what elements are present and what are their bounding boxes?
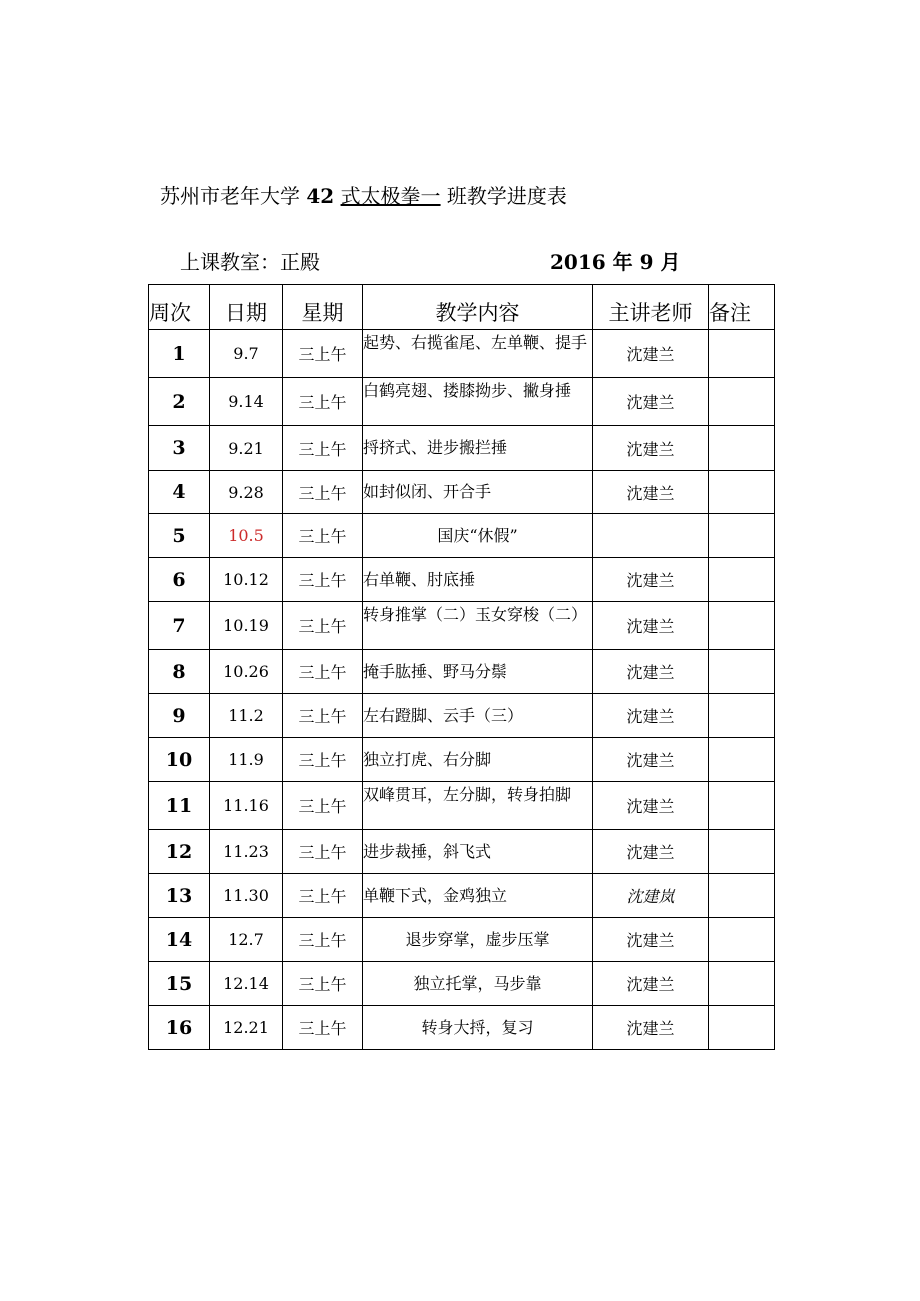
week-cell: 7 — [149, 602, 210, 650]
note-cell — [709, 738, 775, 782]
header-day: 星期 — [283, 285, 363, 330]
header-note: 备注 — [709, 285, 775, 330]
table-row — [149, 378, 775, 426]
note-cell — [709, 650, 775, 694]
table-row — [149, 738, 775, 782]
content-cell: 掩手肱捶、野马分鬃 — [363, 650, 593, 694]
teacher-cell: 沈建兰 — [593, 558, 709, 602]
teacher-cell: 沈建兰 — [593, 330, 709, 378]
content-cell: 退步穿掌，虚步压掌 — [363, 918, 593, 962]
week-cell: 13 — [149, 874, 210, 918]
teacher-cell: 沈建兰 — [593, 962, 709, 1006]
content-cell: 国庆“休假” — [363, 514, 593, 558]
note-cell — [709, 874, 775, 918]
content-cell: 捋挤式、进步搬拦捶 — [363, 426, 593, 471]
date-cell: 11.16 — [210, 782, 283, 830]
note-cell — [709, 471, 775, 514]
content-cell: 进步裁捶，斜飞式 — [363, 830, 593, 874]
header-date: 日期 — [210, 285, 283, 330]
note-cell — [709, 378, 775, 426]
content-cell: 右单鞭、肘底捶 — [363, 558, 593, 602]
day-cell: 三上午 — [283, 874, 363, 918]
day-cell: 三上午 — [283, 830, 363, 874]
content-cell: 白鹤亮翅、搂膝拗步、撇身捶 — [363, 378, 593, 426]
content-cell: 如封似闭、开合手 — [363, 471, 593, 514]
day-cell: 三上午 — [283, 782, 363, 830]
day-cell: 三上午 — [283, 471, 363, 514]
table-row — [149, 694, 775, 738]
document-title — [160, 180, 567, 209]
teacher-cell: 沈建兰 — [593, 471, 709, 514]
date-cell: 10.5 — [210, 514, 283, 558]
week-cell: 3 — [149, 426, 210, 471]
note-cell — [709, 962, 775, 1006]
week-cell: 9 — [149, 694, 210, 738]
content-cell: 转身推掌（二）玉女穿梭（二） — [363, 602, 593, 650]
day-cell: 三上午 — [283, 650, 363, 694]
date-cell: 10.19 — [210, 602, 283, 650]
content-cell: 单鞭下式，金鸡独立 — [363, 874, 593, 918]
teacher-cell: 沈建兰 — [593, 782, 709, 830]
week-cell: 16 — [149, 1006, 210, 1050]
week-cell: 11 — [149, 782, 210, 830]
teacher-cell: 沈建兰 — [593, 830, 709, 874]
date-cell: 9.14 — [210, 378, 283, 426]
teacher-cell: 沈建兰 — [593, 650, 709, 694]
week-cell: 12 — [149, 830, 210, 874]
teacher-cell: 沈建兰 — [593, 1006, 709, 1050]
table-row — [149, 558, 775, 602]
day-cell: 三上午 — [283, 558, 363, 602]
table-row — [149, 602, 775, 650]
date-cell: 11.2 — [210, 694, 283, 738]
header-teacher: 主讲老师 — [593, 285, 709, 330]
date-cell: 11.23 — [210, 830, 283, 874]
week-cell: 10 — [149, 738, 210, 782]
content-cell: 双峰贯耳，左分脚，转身拍脚 — [363, 782, 593, 830]
title-bold-number: 42 — [306, 184, 335, 208]
day-cell: 三上午 — [283, 514, 363, 558]
table-row — [149, 962, 775, 1006]
classroom-label: 上课教室：正殿 — [180, 250, 320, 274]
header-week: 周次 — [149, 285, 210, 330]
day-cell: 三上午 — [283, 694, 363, 738]
date-cell: 9.7 — [210, 330, 283, 378]
date-cell: 11.30 — [210, 874, 283, 918]
week-cell: 1 — [149, 330, 210, 378]
date-cell: 10.12 — [210, 558, 283, 602]
date-cell: 11.9 — [210, 738, 283, 782]
table-row — [149, 874, 775, 918]
header-content: 教学内容 — [363, 285, 593, 330]
table-header-row — [149, 285, 775, 330]
title-suffix: 班教学进度表 — [446, 184, 567, 208]
date-cell: 12.14 — [210, 962, 283, 1006]
teacher-cell: 沈建兰 — [593, 918, 709, 962]
teacher-cell: 沈建兰 — [593, 602, 709, 650]
table-row — [149, 1006, 775, 1050]
week-cell: 5 — [149, 514, 210, 558]
note-cell — [709, 558, 775, 602]
table-row — [149, 830, 775, 874]
title-underlined-part: 式太极拳一 — [340, 184, 441, 208]
week-cell: 4 — [149, 471, 210, 514]
teacher-cell: 沈建岚 — [593, 874, 709, 918]
table-row — [149, 782, 775, 830]
content-cell: 独立打虎、右分脚 — [363, 738, 593, 782]
note-cell — [709, 514, 775, 558]
day-cell: 三上午 — [283, 378, 363, 426]
table-row — [149, 650, 775, 694]
date-label: 2016 年 9 月 — [550, 250, 681, 274]
day-cell: 三上午 — [283, 330, 363, 378]
date-cell: 9.28 — [210, 471, 283, 514]
schedule-table — [148, 284, 775, 1050]
table-row — [149, 471, 775, 514]
note-cell — [709, 1006, 775, 1050]
teacher-cell: 沈建兰 — [593, 738, 709, 782]
week-cell: 14 — [149, 918, 210, 962]
note-cell — [709, 602, 775, 650]
note-cell — [709, 330, 775, 378]
day-cell: 三上午 — [283, 602, 363, 650]
content-cell: 独立托掌，马步靠 — [363, 962, 593, 1006]
day-cell: 三上午 — [283, 426, 363, 471]
day-cell: 三上午 — [283, 918, 363, 962]
note-cell — [709, 426, 775, 471]
content-cell: 转身大捋，复习 — [363, 1006, 593, 1050]
content-cell: 左右蹬脚、云手（三） — [363, 694, 593, 738]
note-cell — [709, 830, 775, 874]
note-cell — [709, 782, 775, 830]
content-cell: 起势、右揽雀尾、左单鞭、提手 — [363, 330, 593, 378]
note-cell — [709, 694, 775, 738]
table-row — [149, 918, 775, 962]
title-prefix: 苏州市老年大学 — [160, 184, 300, 208]
table-row — [149, 514, 775, 558]
table-row — [149, 426, 775, 471]
day-cell: 三上午 — [283, 738, 363, 782]
week-cell: 2 — [149, 378, 210, 426]
date-cell: 12.21 — [210, 1006, 283, 1050]
week-cell: 15 — [149, 962, 210, 1006]
date-cell: 12.7 — [210, 918, 283, 962]
teacher-cell: 沈建兰 — [593, 426, 709, 471]
day-cell: 三上午 — [283, 1006, 363, 1050]
date-cell: 9.21 — [210, 426, 283, 471]
day-cell: 三上午 — [283, 962, 363, 1006]
teacher-cell: 沈建兰 — [593, 378, 709, 426]
week-cell: 6 — [149, 558, 210, 602]
note-cell — [709, 918, 775, 962]
table-row — [149, 330, 775, 378]
date-cell: 10.26 — [210, 650, 283, 694]
week-cell: 8 — [149, 650, 210, 694]
teacher-cell — [593, 514, 709, 558]
teacher-cell: 沈建兰 — [593, 694, 709, 738]
